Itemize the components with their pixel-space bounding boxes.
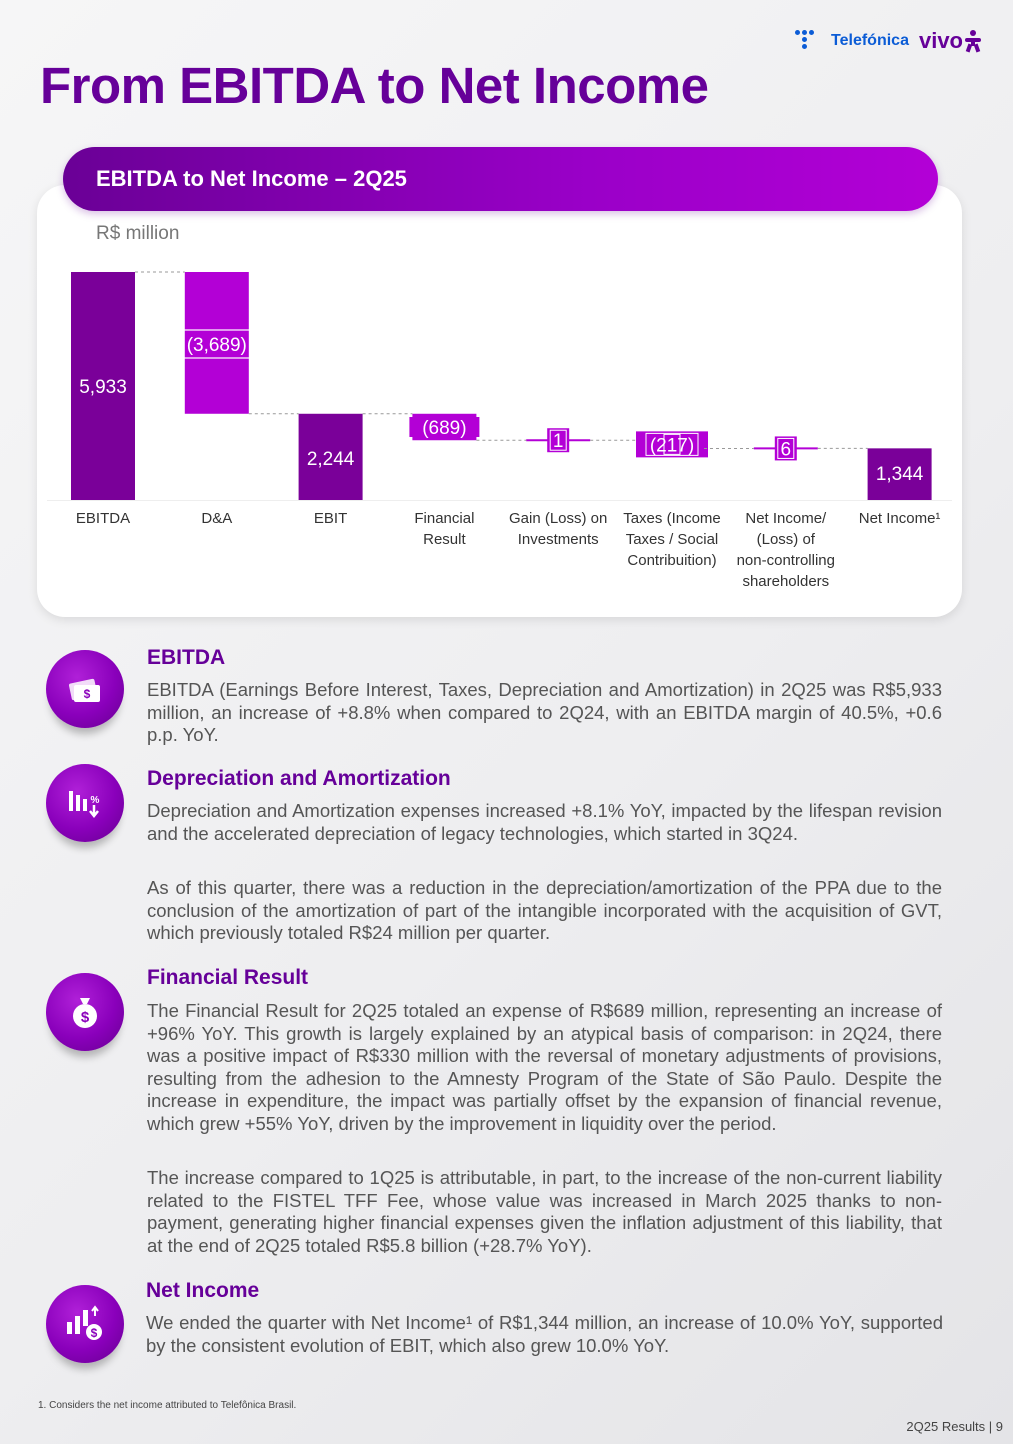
data-label: 2,244: [306, 449, 355, 470]
x-tick-label: Gain (Loss) on Investments: [508, 510, 608, 548]
waterfall-chart: [37, 240, 962, 508]
section-paragraph: As of this quarter, there was a reduction in the depreciation/amortization of the PPA due to the conclusion of the amortization of part of the intangible incorporated with the acquisition of GVT, which previously totaled R$24 million per quarter.: [147, 877, 942, 944]
data-label: (3,689): [186, 335, 247, 356]
vivo-logo: [919, 28, 981, 54]
x-tick-label: Net Income¹: [858, 510, 941, 527]
chart-unit-label: R$ million: [96, 223, 180, 244]
section-title: Depreciation and Amortization: [147, 767, 451, 790]
x-tick-label: D&A: [201, 510, 233, 527]
bar-chart-down-icon: [46, 764, 124, 842]
section-paragraph: The increase compared to 1Q25 is attributable, in part, to the increase of the non-current liability related to the FISTEL TFF Fee, whose value was increased in March 2025 thanks to non-payment, generating higher financial expenses given the inflation adjustment of this liability, that at the end of 2Q25 totaled R$5.8 billion (+28.7% YoY).: [147, 1167, 942, 1256]
vivo-figure-icon: [965, 30, 981, 52]
x-tick-label: Net Income/ (Loss) of non-controlling shareholders: [736, 510, 835, 590]
telefonica-wordmark: Telefónica: [831, 32, 909, 49]
money-card-icon: [46, 650, 124, 728]
page-label: 2Q25 Results | 9: [906, 1419, 1003, 1434]
brand-logos: [795, 28, 981, 54]
x-tick-label: EBIT: [313, 510, 348, 527]
section-title: Net Income: [146, 1279, 260, 1302]
x-tick-label: EBITDA: [75, 510, 131, 527]
svg-text:$: $: [90, 1326, 98, 1340]
chart-title: EBITDA to Net Income – 2Q25: [96, 166, 407, 191]
x-tick-label: Taxes (Income Taxes / Social Contribuition): [623, 510, 721, 569]
vivo-wordmark: vivo: [918, 28, 963, 53]
telefonica-logo-icon: [795, 28, 821, 54]
section-paragraph: The Financial Result for 2Q25 totaled an expense of R$689 million, representing an increase of +96% YoY. This growth is largely explained by an atypical basis of comparison: in 2Q24, there was a positive impact of R$330 million with the reversal of monetary adjustments of provisions, resulting from the adhesion to the Amnesty Program of the State of São Paulo. Despite the increase in expenditure, the impact was partially offset by the expansion of financial revenue, which grew +55% YoY, driven by the improvement in liquidity over the period.: [147, 1000, 942, 1134]
data-label: 1,344: [875, 464, 924, 486]
data-label: 6: [780, 439, 792, 461]
footnote: 1. Considers the net income attributed to Telefônica Brasil.: [38, 1400, 297, 1411]
x-axis-labels: [37, 508, 962, 608]
svg-text:$: $: [83, 687, 91, 701]
section-title: EBITDA: [147, 646, 226, 669]
data-label: (217): [649, 435, 695, 457]
data-label: 5,933: [79, 377, 127, 398]
data-label: 1: [552, 431, 564, 453]
x-tick-label: Financial Result: [414, 510, 475, 548]
money-bag-icon: [46, 973, 124, 1051]
section-paragraph: EBITDA (Earnings Before Interest, Taxes, Depreciation and Amortization) in 2Q25 was R$5,933 million, an increase of +8.8% when compared to 2Q24, with an EBITDA margin of 40.5%, +0.6 p.p. YoY.: [147, 679, 942, 746]
svg-text:$: $: [80, 1009, 90, 1026]
chart-dollar-icon: [46, 1285, 124, 1363]
page-title: From EBITDA to Net Income: [40, 57, 709, 114]
section-title: Financial Result: [147, 966, 309, 989]
section-paragraph: We ended the quarter with Net Income¹ of R$1,344 million, an increase of 10.0% YoY, supported by the consistent evolution of EBIT, which also grew 10.0% YoY.: [146, 1312, 943, 1356]
section-paragraph: Depreciation and Amortization expenses increased +8.1% YoY, impacted by the lifespan revision and the accelerated depreciation of legacy technologies, which started in 3Q24.: [147, 800, 942, 844]
data-label: (689): [422, 418, 467, 440]
svg-text:%: %: [90, 795, 100, 806]
chart-card-header: [63, 147, 938, 211]
